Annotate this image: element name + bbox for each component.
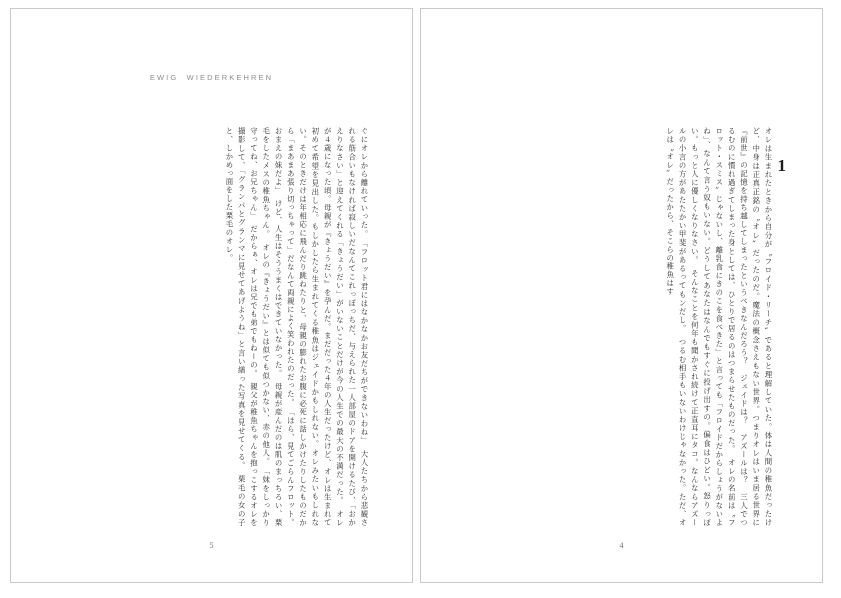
page-left-folio: 5: [209, 541, 214, 550]
page-right-folio: 4: [619, 541, 624, 550]
chapter-number: 1: [777, 156, 786, 175]
page-right-body-text: [456, 127, 774, 527]
page-right: [420, 8, 823, 583]
page-left-body-text: [40, 127, 370, 527]
spread-gutter: [413, 8, 420, 583]
page-left: [10, 8, 413, 583]
page-left-paragraph: ぐにオレから離れていった。 「フロット君にはなかなかお友だちができないわね」 大人たちから悲観される筋合いもなければ寂しいだなんてこれっぽっちだ、与えられた一人部屋のドアを開けるたび、「おかえりなさい」と迎えてくれる「きょうだい」がいないことだけが今の人生での最大の不満だった。 オレが４歳になった頃。母親が『きょうだい』を孕んだ。まだだった４年の人生だったけど、オレは生まれて初めて希望を見出した。もしかしたら生まれてくる稚魚はジェイドかもしれない。オレみたいもしれない。そのときだけは年相応に飛んだり跳ねたりと、母親の膨れたお腹に必死に話しかけたりしたものだから「まあまあ張り切っちゃって」だなんて両親によく笑われたのだった。 「ほら、見てごらんフロット。おまえの妹だよ」 けど、人生はそううまくはできていなかった。 母親が産んだのは肌のまっちろい、栗毛をしたメスの稚魚ちゃん。 オレの『きょうだい』とは似ても似つかない、赤の他人。 「妹をしっかり守ってね、お兄ちゃん」 だからぁ、オレは兄でも弟でもねーの。 親父が稚魚ちゃんを抱っこするオレを撮影して、「グランパとグランマに見せてあげようね」と言い繕った写真を見せてくる。 栗毛の女の子と、しかめっ面をした栗毛のオレ。: [224, 127, 369, 527]
page-right-paragraph: オレは生まれたときから自分が〝フロイド・リーチ〟であると理解していた。体は人間の稚魚だったけど、中身は正真正銘の〝オレ〟だったのだ。魔法の概念さえもない世界。つまりオレはいま居る世界に『前世』の記憶を持ち越してしまったというべきなんだろう？ ジェイドは？ アズールは？ 三人でつるむのに慣れ過ぎてしまった身としては、ひとりで居るのはつまらせたものだった。 オレの名前は〝フロット・スミス〟じゃないし、離乳食にきのこを食べきた」と言っても「フロイドだからしょうがないよね」、なんて言う奴もいない。どうしてあなたはなんでもすぐに投げ出すの。偏食はひどい。怒りっぽい。もっと人に優しくなりなさい。 そんなことを何年も聞かされ続けて正直耳にタコ。なんならアズールの小言の方があたたかい甲斐があるってもンだし。 つるむ相手もいないわけじゃなかった。ただ、オレは〝オレ〟だったから、そこらの稚魚はす: [665, 127, 773, 527]
running-header: EWIG WIEDERKEHREN: [149, 73, 274, 82]
